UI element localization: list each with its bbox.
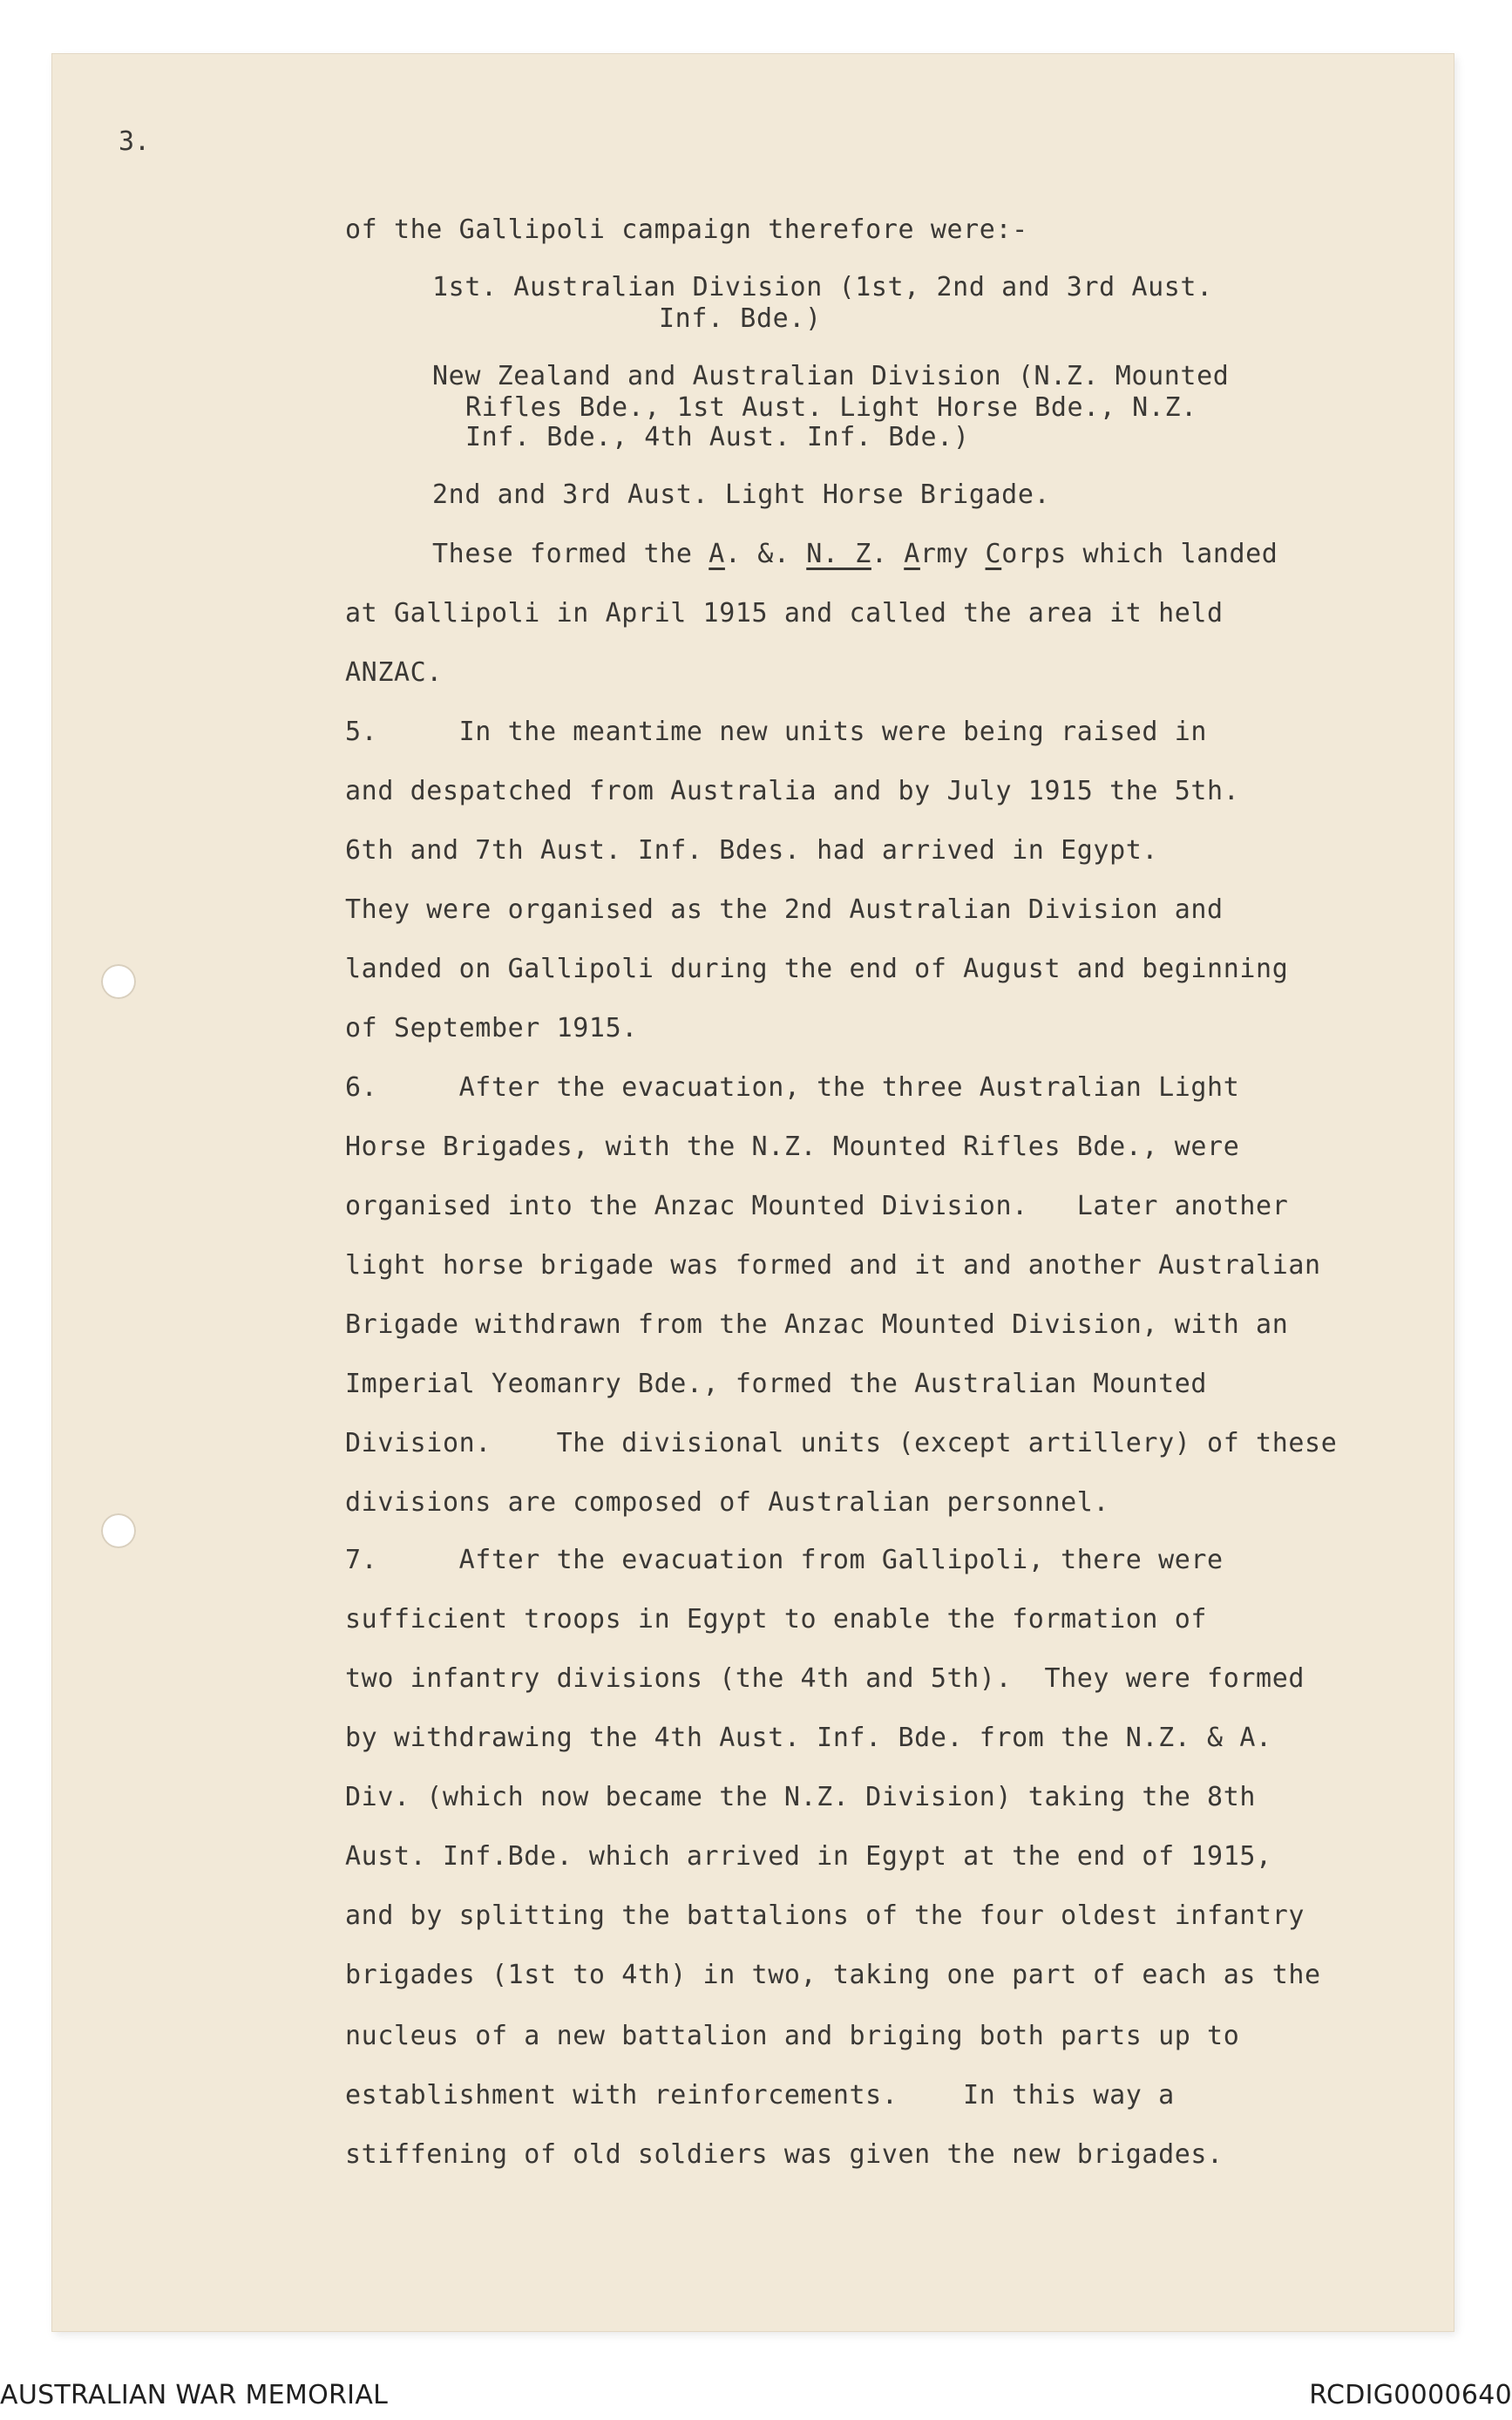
page-number: 3. bbox=[119, 126, 151, 157]
paragraph-7-line: sufficient troops in Egypt to enable the formation of bbox=[345, 1604, 1208, 1635]
anzac-text: . bbox=[871, 539, 905, 569]
paragraph-6-line: Horse Brigades, with the N.Z. Mounted Rifles Bde., were bbox=[345, 1132, 1240, 1162]
paragraph-7-line: two infantry divisions (the 4th and 5th). They were formed bbox=[345, 1663, 1305, 1694]
unit-nz-division-line-3: Inf. Bde., 4th Aust. Inf. Bde.) bbox=[465, 422, 970, 452]
unit-nz-division-line-1: New Zealand and Australian Division (N.Z. Mounted bbox=[432, 361, 1230, 391]
paragraph-7-line: by withdrawing the 4th Aust. Inf. Bde. from the N.Z. & A. bbox=[345, 1723, 1272, 1753]
paragraph-7-line: 7. After the evacuation from Gallipoli, there were bbox=[345, 1545, 1224, 1575]
paragraph-7-line: Aust. Inf.Bde. which arrived in Egypt at the end of 1915, bbox=[345, 1841, 1272, 1872]
paragraph-5-line: of September 1915. bbox=[345, 1013, 638, 1043]
paragraph-6-line: organised into the Anzac Mounted Division. Later another bbox=[345, 1191, 1289, 1221]
paragraph-6-line: light horse brigade was formed and it and another Australian bbox=[345, 1250, 1321, 1281]
anzac-line-2: at Gallipoli in April 1915 and called the area it held bbox=[345, 598, 1224, 629]
paragraph-7-line: nucleus of a new battalion and briging both parts up to bbox=[345, 2021, 1240, 2051]
unit-first-division-line-1: 1st. Australian Division (1st, 2nd and 3rd Aust. bbox=[432, 272, 1213, 302]
paragraph-6-line: divisions are composed of Australian personnel. bbox=[345, 1487, 1110, 1518]
underlined-letter: C bbox=[985, 539, 1002, 569]
anzac-text: rmy bbox=[919, 539, 986, 569]
paragraph-5-line: and despatched from Australia and by July 1915 the 5th. bbox=[345, 776, 1240, 806]
paragraph-6-line: Brigade withdrawn from the Anzac Mounted Division, with an bbox=[345, 1309, 1289, 1340]
paragraph-5-line: They were organised as the 2nd Australian Division and bbox=[345, 894, 1224, 925]
paragraph-7-line: stiffening of old soldiers was given the new brigades. bbox=[345, 2139, 1224, 2170]
paragraph-5-line: landed on Gallipoli during the end of August and beginning bbox=[345, 954, 1289, 984]
anzac-line-1 bbox=[432, 539, 1278, 569]
paragraph-6-line: Division. The divisional units (except artillery) of these bbox=[345, 1428, 1338, 1458]
paragraph-6-line: 6. After the evacuation, the three Australian Light bbox=[345, 1072, 1240, 1103]
paragraph-5-line: 5. In the meantime new units were being raised in bbox=[345, 717, 1208, 747]
underlined-letter: A bbox=[709, 539, 725, 569]
underlined-letter: A bbox=[904, 539, 920, 569]
unit-light-horse-brigades: 2nd and 3rd Aust. Light Horse Brigade. bbox=[432, 479, 1051, 510]
anzac-text: . &. bbox=[724, 539, 807, 569]
punch-hole-bottom bbox=[101, 1513, 136, 1548]
anzac-text: These formed the bbox=[432, 539, 709, 569]
anzac-line-3: ANZAC. bbox=[345, 657, 443, 688]
unit-nz-division-line-2: Rifles Bde., 1st Aust. Light Horse Bde., N.Z. bbox=[465, 392, 1197, 423]
punch-hole-top bbox=[101, 964, 136, 999]
paragraph-5-line: 6th and 7th Aust. Inf. Bdes. had arrived in Egypt. bbox=[345, 835, 1159, 866]
intro-line: of the Gallipoli campaign therefore were:- bbox=[345, 214, 1028, 245]
paragraph-7-line: establishment with reinforcements. In this way a bbox=[345, 2080, 1175, 2111]
footer-record-id: RCDIG0000640 bbox=[1309, 2380, 1512, 2410]
footer-institution: AUSTRALIAN WAR MEMORIAL bbox=[0, 2380, 389, 2410]
underlined-letter: N. Z bbox=[806, 539, 871, 569]
paragraph-7-line: Div. (which now became the N.Z. Division) taking the 8th bbox=[345, 1782, 1257, 1812]
unit-first-division-line-2: Inf. Bde.) bbox=[659, 303, 822, 334]
paragraph-6-line: Imperial Yeomanry Bde., formed the Australian Mounted bbox=[345, 1369, 1208, 1399]
anzac-text: orps which landed bbox=[1001, 539, 1278, 569]
paragraph-7-line: and by splitting the battalions of the four oldest infantry bbox=[345, 1900, 1305, 1931]
paragraph-7-line: brigades (1st to 4th) in two, taking one part of each as the bbox=[345, 1960, 1321, 1990]
